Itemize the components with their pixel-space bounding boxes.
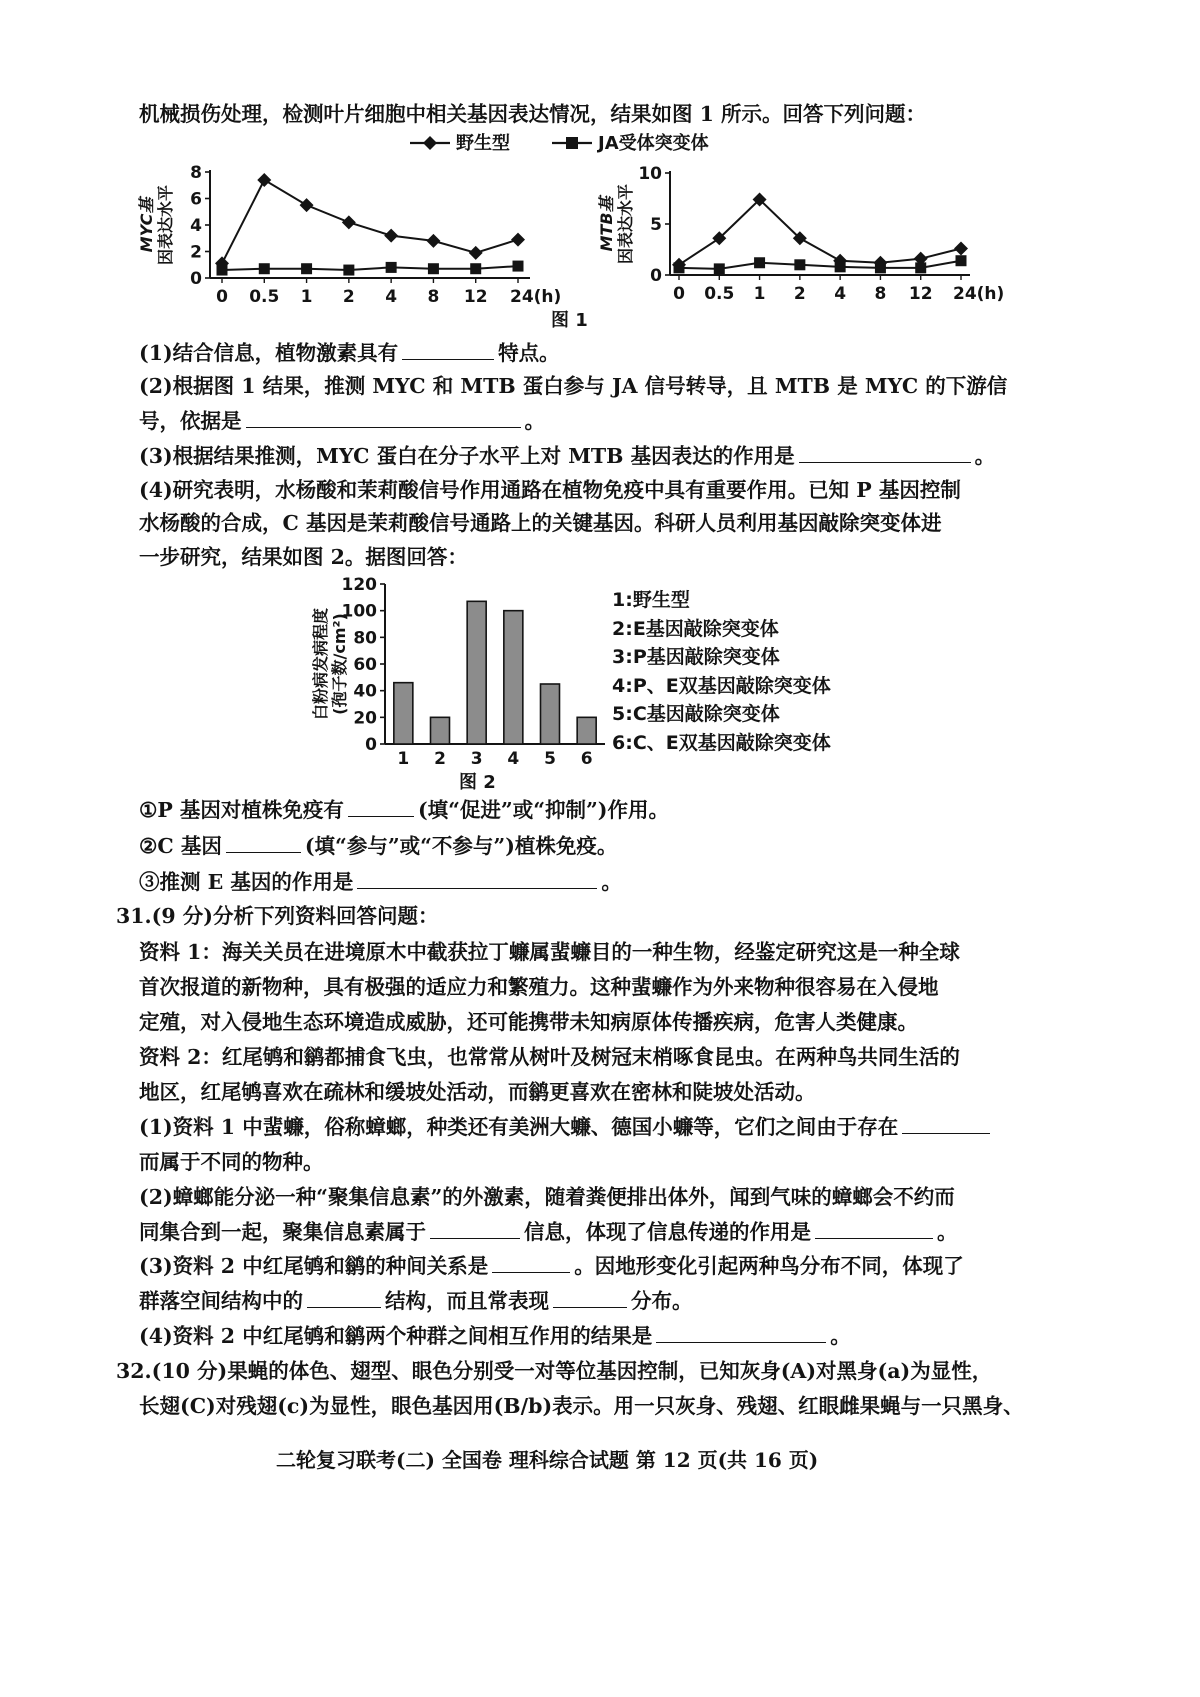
q30-sub2: ②C 基因 (填“参与”或“不参与”)植株免疫。	[139, 834, 618, 858]
x-tick-label: 0	[673, 284, 685, 304]
figure2-legend	[612, 586, 831, 757]
figure1-caption: 图 1	[551, 310, 588, 331]
answer-blank[interactable]	[307, 1306, 381, 1308]
legend-item: 4:P、E双基因敲除突变体	[612, 674, 831, 697]
x-tick-label: 0.5	[704, 284, 735, 304]
data-point-diamond	[342, 215, 356, 229]
q32-line2: 长翅(C)对残翅(c)为显性，眼色基因用(B/b)表示。用一只灰身、残翅、红眼雌果蝇与一只黑身、	[139, 1394, 1024, 1418]
bar	[467, 601, 486, 744]
x-tick-label: 12	[908, 284, 933, 304]
q31-material2-line1: 资料 2：红尾鸲和鹟都捕食飞虫，也常常从树叶及树冠末梢啄食昆虫。在两种鸟共同生活的	[139, 1045, 960, 1069]
figure2-caption: 图 2	[459, 772, 496, 793]
data-point-square	[259, 263, 270, 274]
y-axis-label: 因表达水平	[156, 184, 175, 266]
data-point-diamond	[426, 234, 440, 248]
q31-material1-line2: 首次报道的新物种，具有极强的适应力和繁殖力。这种蜚蠊作为外来物种很容易在入侵地	[139, 975, 939, 999]
data-point-diamond	[257, 173, 271, 187]
x-tick-label: 1	[753, 284, 766, 304]
x-tick-label: 4	[385, 287, 398, 307]
q30-sub1: ①P 基因对植株免疫有 (填“促进”或“抑制”)作用。	[139, 798, 670, 822]
q31-part2-line2: 同集合到一起，聚集信息素属于 信息，体现了信息传递的作用是 。	[139, 1220, 958, 1244]
data-point-square	[835, 261, 846, 272]
data-point-diamond	[469, 246, 483, 260]
answer-blank[interactable]	[357, 887, 597, 889]
answer-blank[interactable]	[492, 1271, 570, 1273]
y-tick-label: 8	[190, 163, 202, 183]
bar	[577, 717, 596, 744]
figure1-legend	[400, 128, 720, 158]
answer-blank[interactable]	[799, 461, 971, 463]
data-point-square	[794, 259, 805, 270]
y-tick-label: 10	[638, 164, 662, 184]
bar	[504, 611, 523, 744]
x-tick-label: 5	[544, 749, 556, 769]
bar	[431, 717, 450, 744]
data-point-square	[875, 262, 886, 273]
q31-part1-line2: 而属于不同的物种。	[139, 1150, 324, 1174]
y-tick-label: 120	[341, 575, 377, 595]
answer-blank[interactable]	[902, 1132, 990, 1134]
q30-sub3: ③推测 E 基因的作用是 。	[139, 870, 622, 894]
data-point-square	[513, 261, 524, 272]
q31-material1-line1: 资料 1：海关关员在进境原木中截获拉丁蠊属蜚蠊目的一种生物，经鉴定研究这是一种全球	[139, 940, 960, 964]
data-point-square	[754, 257, 765, 268]
legend-item: 3:P基因敲除突变体	[612, 646, 780, 668]
q31-part4: (4)资料 2 中红尾鸲和鹟两个种群之间相互作用的结果是 。	[139, 1324, 851, 1348]
y-axis-label: 因表达水平	[616, 183, 635, 265]
q31-heading: 31.(9 分)分析下列资料回答问题：	[116, 904, 439, 928]
q30-part2-line1: (2)根据图 1 结果，推测 MYC 和 MTB 蛋白参与 JA 信号转导，且 MTB 是 MYC 的下游信	[139, 374, 1008, 398]
x-tick-label: 0	[216, 287, 228, 307]
bar	[541, 684, 560, 744]
y-tick-label: 0	[650, 266, 662, 286]
x-tick-label: 24(h)	[953, 284, 1005, 304]
intro-line: 机械损伤处理，检测叶片细胞中相关基因表达情况，结果如图 1 所示。回答下列问题：	[139, 102, 927, 126]
bar	[394, 683, 413, 744]
x-tick-label: 8	[874, 284, 887, 304]
data-point-square	[674, 262, 685, 273]
y-tick-label: 0	[365, 735, 377, 755]
x-tick-label: 8	[427, 287, 440, 307]
y-tick-label: 6	[190, 189, 202, 210]
data-point-diamond	[511, 233, 525, 247]
data-point-square	[301, 263, 312, 274]
answer-blank[interactable]	[430, 1237, 520, 1239]
q30-part4-line2: 水杨酸的合成，C 基因是茉莉酸信号通路上的关键基因。科研人员利用基因敲除突变体进	[139, 511, 942, 535]
q30-part4-line1: (4)研究表明，水杨酸和茉莉酸信号作用通路在植物免疫中具有重要作用。已知 P 基因控制	[139, 478, 961, 502]
y-tick-label: 2	[190, 242, 202, 263]
y-tick-label: 80	[353, 628, 377, 649]
q30-part4-line3: 一步研究，结果如图 2。据图回答：	[139, 545, 468, 569]
y-tick-label: 60	[353, 655, 377, 675]
data-point-diamond	[384, 229, 398, 243]
q31-part2-line1: (2)蟑螂能分泌一种“聚集信息素”的外激素，随着粪便排出体外，闻到气味的蟑螂会不约而	[139, 1185, 955, 1209]
powdery-mildew-bar-chart	[300, 572, 630, 772]
x-tick-label: 1	[397, 749, 410, 769]
x-tick-label: 2	[793, 284, 806, 304]
y-axis-label: MYC基	[137, 197, 156, 253]
y-tick-label: 100	[341, 601, 377, 622]
y-tick-label: 20	[353, 708, 377, 729]
y-tick-label: 0	[190, 269, 202, 289]
answer-blank[interactable]	[246, 426, 521, 428]
legend-wild-type: 野生型	[456, 133, 510, 154]
q31-part3-line1: (3)资料 2 中红尾鸲和鹟的种间关系是 。因地形变化引起两种鸟分布不同，体现了	[139, 1254, 964, 1278]
legend-item: 6:C、E双基因敲除突变体	[612, 731, 831, 754]
data-point-diamond	[300, 198, 314, 212]
q30-part3: (3)根据结果推测，MYC 蛋白在分子水平上对 MTB 基因表达的作用是 。	[139, 444, 996, 468]
x-tick-label: 2	[342, 287, 355, 307]
data-point-square	[714, 263, 725, 274]
data-point-square	[343, 265, 354, 276]
y-axis-label: (孢子数/cm²)	[330, 613, 349, 715]
y-tick-label: 40	[353, 681, 377, 702]
data-point-square	[956, 255, 967, 266]
x-tick-label: 4	[507, 749, 520, 769]
legend-diamond-marker	[423, 136, 437, 150]
legend-item: 1:野生型	[612, 589, 690, 611]
y-axis-label: MTB基	[597, 196, 616, 252]
data-point-square	[428, 263, 439, 274]
q32-line1: 32.(10 分)果蝇的体色、翅型、眼色分别受一对等位基因控制，已知灰身(A)对黑身(a)为显性，	[116, 1359, 993, 1383]
answer-blank[interactable]	[348, 815, 414, 817]
answer-blank[interactable]	[815, 1237, 933, 1239]
myc-expression-chart	[137, 155, 562, 315]
data-point-square	[915, 262, 926, 273]
legend-ja-mutant: JA受体突变体	[598, 133, 709, 154]
q31-material2-line2: 地区，红尾鸲喜欢在疏林和缓坡处活动，而鹟更喜欢在密林和陡坡处活动。	[139, 1080, 816, 1104]
x-tick-label: 3	[470, 749, 483, 769]
data-point-square	[386, 262, 397, 273]
y-tick-label: 5	[650, 215, 662, 235]
page-footer: 二轮复习联考(二) 全国卷 理科综合试题 第 12 页(共 16 页)	[276, 1448, 819, 1472]
answer-blank[interactable]	[553, 1306, 627, 1308]
legend-square-marker	[566, 137, 578, 149]
q31-material1-line3: 定殖，对入侵地生态环境造成威胁，还可能携带未知病原体传播疾病，危害人类健康。	[139, 1010, 918, 1034]
mtb-expression-chart	[590, 155, 1010, 315]
q30-part2-line2: 号，依据是 。	[139, 409, 545, 433]
x-tick-label: 24(h)	[510, 287, 562, 307]
y-axis-label: 白粉病发病程度	[311, 607, 330, 721]
q31-part3-line2: 群落空间结构中的 结构，而且常表现 分布。	[139, 1289, 693, 1313]
x-tick-label: 2	[434, 749, 446, 769]
x-tick-label: 6	[580, 749, 593, 769]
y-tick-label: 4	[190, 216, 202, 236]
answer-blank[interactable]	[402, 358, 494, 360]
data-point-square	[217, 265, 228, 276]
data-point-square	[470, 263, 481, 274]
x-tick-label: 4	[834, 284, 847, 304]
x-tick-label: 0.5	[249, 287, 280, 307]
q30-part1: (1)结合信息，植物激素具有 特点。	[139, 341, 560, 365]
legend-item: 5:C基因敲除突变体	[612, 703, 780, 725]
answer-blank[interactable]	[226, 851, 301, 853]
legend-item: 2:E基因敲除突变体	[612, 617, 779, 640]
answer-blank[interactable]	[656, 1341, 826, 1343]
q31-part1-line1: (1)资料 1 中蜚蠊，俗称蟑螂，种类还有美洲大蠊、德国小蠊等，它们之间由于存在	[139, 1117, 994, 1138]
x-tick-label: 12	[463, 287, 488, 307]
x-tick-label: 1	[300, 287, 313, 307]
data-point-diamond	[954, 241, 968, 255]
